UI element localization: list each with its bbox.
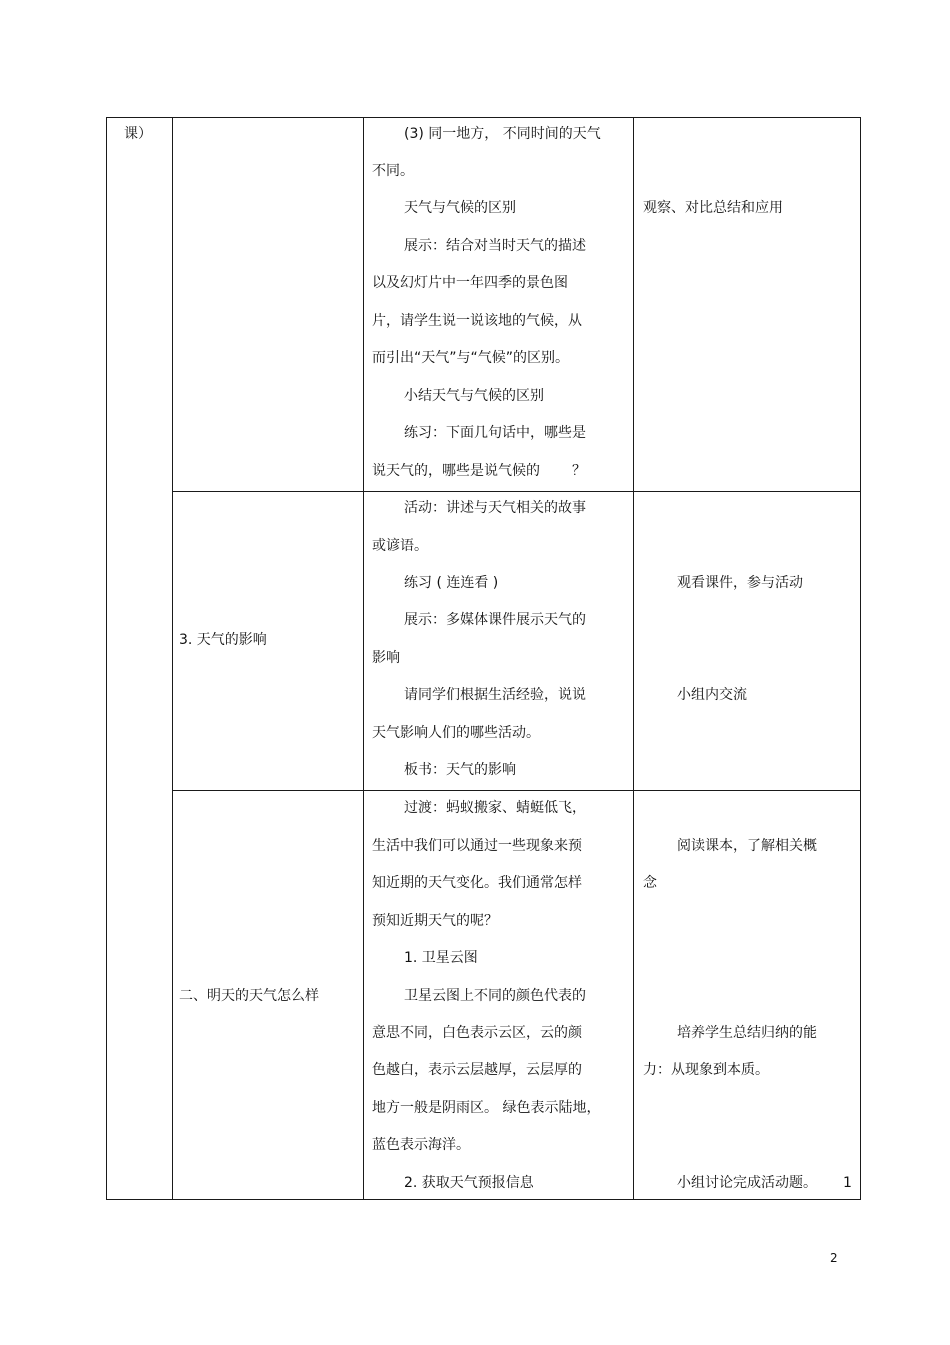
table-cell-text: 活动：讲述与天气相关的故事 <box>404 500 586 516</box>
table-cell-text: 念 <box>643 875 657 891</box>
table-cell-text: 天气与气候的区别 <box>404 200 516 216</box>
table-cell-text: 预知近期天气的呢？ <box>372 913 498 929</box>
table-cell-text: 3. 天气的影响 <box>179 632 267 648</box>
table-cell-text: 小组讨论完成活动题。 <box>677 1175 817 1191</box>
table-cell-text: 观看课件，参与活动 <box>677 575 803 591</box>
table-cell-text: 地方一般是阴雨区。 绿色表示陆地， <box>372 1100 601 1116</box>
table-cell-text: (3) 同一地方， 不同时间的天气 <box>404 126 601 142</box>
table-cell-text: 二、明天的天气怎么样 <box>179 988 319 1004</box>
column-divider <box>363 117 364 1200</box>
table-border-bottom <box>106 1199 861 1200</box>
table-cell-text: 练习：下面几句话中，哪些是 <box>404 425 586 441</box>
table-cell-text: 培养学生总结归纳的能 <box>677 1025 817 1041</box>
table-cell-text: 片，请学生说一说该地的气候，从 <box>372 313 582 329</box>
table-cell-text: 阅读课本，了解相关概 <box>677 838 817 854</box>
table-cell-text: 展示：多媒体课件展示天气的 <box>404 612 586 628</box>
row-divider <box>172 491 861 492</box>
table-cell-text: 意思不同，白色表示云区，云的颜 <box>372 1025 582 1041</box>
table-cell-text: 练习 ( 连连看 ) <box>404 575 499 591</box>
page-number: 2 <box>830 1251 838 1265</box>
column-divider <box>172 117 173 1200</box>
table-cell-text: 1 <box>843 1175 852 1191</box>
table-cell-text: 力：从现象到本质。 <box>643 1062 769 1078</box>
table-cell-text: 过渡：蚂蚁搬家、蜻蜓低飞， <box>404 800 586 816</box>
column-divider <box>633 117 634 1200</box>
table-cell-text: ？ <box>572 463 586 479</box>
table-cell-text: 色越白，表示云层越厚，云层厚的 <box>372 1062 582 1078</box>
table-cell-text: 课） <box>124 126 152 142</box>
row-divider <box>172 790 861 791</box>
table-cell-text: 说天气的，哪些是说气候的 <box>372 463 540 479</box>
table-cell-text: 1. 卫星云图 <box>404 950 478 966</box>
table-cell-text: 影响 <box>372 650 400 666</box>
table-cell-text: 知近期的天气变化。我们通常怎样 <box>372 875 582 891</box>
table-cell-text: 小组内交流 <box>677 687 747 703</box>
table-cell-text: 不同。 <box>372 163 414 179</box>
table-cell-text: 请同学们根据生活经验，说说 <box>404 687 586 703</box>
table-cell-text: 卫星云图上不同的颜色代表的 <box>404 988 586 1004</box>
table-cell-text: 而引出“天气”与“气候”的区别。 <box>372 350 570 366</box>
table-cell-text: 或谚语。 <box>372 538 428 554</box>
table-cell-text: 天气影响人们的哪些活动。 <box>372 725 540 741</box>
table-cell-text: 生活中我们可以通过一些现象来预 <box>372 838 582 854</box>
table-cell-text: 蓝色表示海洋。 <box>372 1137 470 1153</box>
table-cell-text: 展示：结合对当时天气的描述 <box>404 238 586 254</box>
table-border-left <box>106 117 107 1200</box>
table-cell-text: 2. 获取天气预报信息 <box>404 1175 534 1191</box>
table-border-top <box>106 117 861 118</box>
table-cell-text: 以及幻灯片中一年四季的景色图 <box>372 275 568 291</box>
table-border-right <box>860 117 861 1200</box>
table-cell-text: 小结天气与气候的区别 <box>404 388 544 404</box>
table-cell-text: 观察、对比总结和应用 <box>643 200 783 216</box>
table-cell-text: 板书：天气的影响 <box>404 762 516 778</box>
